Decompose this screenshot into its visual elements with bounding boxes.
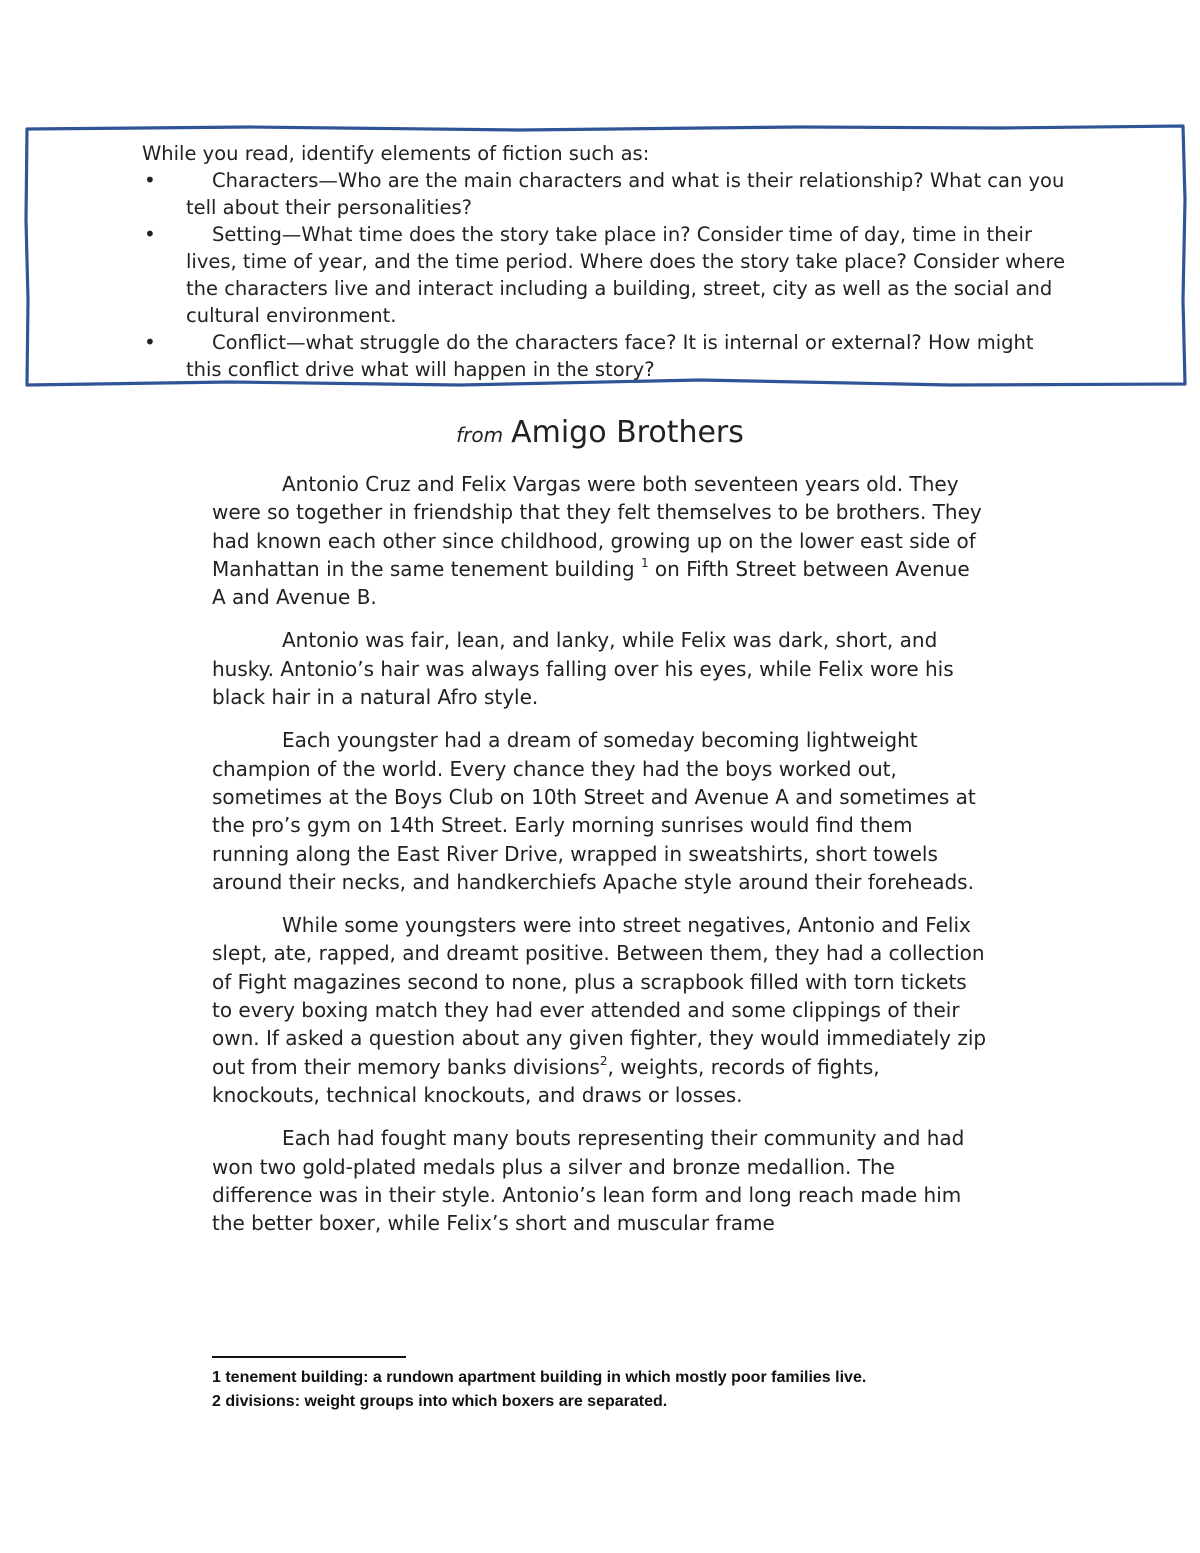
paragraph-text: Antonio Cruz and Felix Vargas were both seventeen years old. They were so together in friendship that they felt themselves to be brothers. They had known each other since childhood, growing up on the lower east side of Manhattan in the same tenement building <box>212 472 982 581</box>
guide-item-setting <box>28 221 1066 329</box>
guide-item-conflict <box>28 329 1066 383</box>
bullet-icon: • <box>144 330 156 354</box>
guide-item-text: Setting—What time does the story take place in? Consider time of day, time in their lives, time of year, and the time period. Where does the story take place? Consider where the characters live and interact including a building, street, city as well as the social and cultural environment. <box>186 223 1066 327</box>
title-main: Amigo Brothers <box>511 415 744 450</box>
story-paragraph-4 <box>212 911 988 1109</box>
footnote-1: 1 tenement building: a rundown apartment building in which mostly poor families live. <box>212 1369 867 1386</box>
guide-list <box>28 167 1184 383</box>
footnote-ref-2: 2 <box>599 1053 608 1068</box>
reading-guide-box <box>28 128 1184 384</box>
guide-item-text: Characters—Who are the main characters and what is their relationship? What can you tell about their personalities? <box>186 169 1065 219</box>
story-title <box>0 414 1200 454</box>
footnotes <box>212 1366 972 1414</box>
paragraph-text: on Fifth Street between Avenue A and Avenue B. <box>212 556 970 610</box>
footnote-ref-1: 1 <box>640 555 649 570</box>
paragraph-text: While some youngsters were into street negatives, Antonio and Felix slept, ate, rapped, and dreamt positive. Between them, they had a collection of Fight magazines second to none, plus a scrapbook filled with torn tickets to every boxing match they had ever attended and some clippings of their own. If asked a question about any given fighter, they would immediately zip out from their memory banks divisions <box>212 913 987 1079</box>
guide-item-text: Conflict—what struggle do the characters face? It is internal or external? How might this conflict drive what will happen in the story? <box>186 331 1034 381</box>
guide-item-characters <box>28 167 1066 221</box>
story-paragraph-1 <box>212 470 988 611</box>
bullet-icon: • <box>144 168 156 192</box>
story-paragraph-2: Antonio was fair, lean, and lanky, while Felix was dark, short, and husky. Antonio’s hair was always falling over his eyes, while Felix wore his black hair in a natural Afro style. <box>212 628 954 710</box>
guide-intro: While you read, identify elements of fiction such as: <box>142 142 650 165</box>
story-body <box>212 470 988 1252</box>
story-paragraph-3: Each youngster had a dream of someday becoming lightweight champion of the world. Every chance they had the boys worked out, sometimes at the Boys Club on 10th Street and Avenue A and sometimes at the pro’s gym on 14th Street. Early morning sunrises would find them running along the East River Drive, wrapped in sweatshirts, short towels around their necks, and handkerchiefs Apache style around their foreheads. <box>212 728 976 894</box>
story-paragraph-5: Each had fought many bouts representing their community and had won two gold-plated medals plus a silver and bronze medallion. The difference was in their style. Antonio’s lean form and long reach made him the better boxer, while Felix’s short and muscular frame <box>212 1126 965 1236</box>
footnote-divider <box>212 1356 406 1358</box>
title-prefix: from <box>456 423 504 447</box>
paragraph-text: , weights, records of fights, knockouts, technical knockouts, and draws or losses. <box>212 1054 880 1107</box>
footnote-2: 2 divisions: weight groups into which boxers are separated. <box>212 1393 668 1410</box>
bullet-icon: • <box>144 222 156 246</box>
